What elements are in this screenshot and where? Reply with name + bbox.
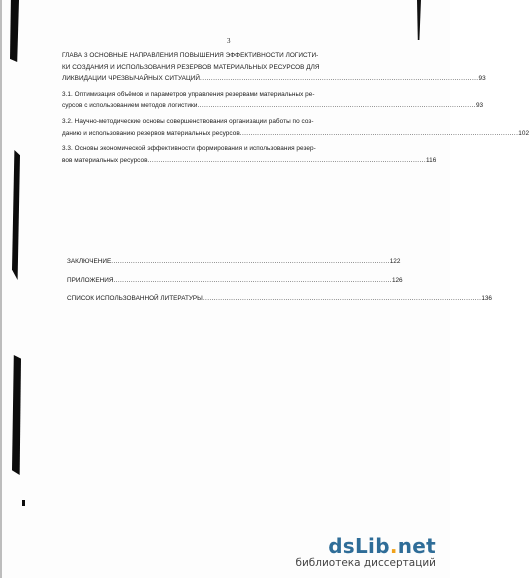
toc-section-3-1 <box>62 89 484 112</box>
toc-page-number: 102 <box>518 129 529 137</box>
section-title-line-1: 3.3. Основы экономической эффективности формирования и использования резер- <box>62 145 316 153</box>
scan-edge-artifact <box>22 500 25 506</box>
section-title-line-1: 3.1. Оптимизация объёмов и параметров управления резервами материальных ре- <box>62 90 315 98</box>
toc-page-number: 116 <box>426 156 437 164</box>
leader-dots: ................................................................................................................................ <box>239 129 519 137</box>
chapter-title-line-3: ЛИКВИДАЦИИ ЧРЕЗВЫЧАЙНЫХ СИТУАЦИЙ <box>62 75 201 83</box>
toc-appendices <box>67 275 403 287</box>
toc-chapter-3 <box>62 50 486 85</box>
leader-dots: ................................................................................................................................ <box>113 276 392 284</box>
dslib-subtitle: библиотека диссертаций <box>295 557 436 569</box>
toc-page-number: 126 <box>391 276 403 284</box>
leader-dots: ................................................................................................................................ <box>202 295 482 303</box>
leader-dots: ................................................................................................................................ <box>197 102 476 110</box>
section-title-line-1: 3.2. Научно-методические основы совершенствования организации работы по соз- <box>62 117 314 125</box>
scan-edge-artifact <box>12 150 20 280</box>
section-title-line-2: сурсов с использованием методов логистики <box>62 102 198 110</box>
section-title-line-2: вов материальных ресурсов <box>62 156 148 164</box>
toc-page-number: 93 <box>475 102 484 110</box>
toc-page-number: 93 <box>478 75 486 83</box>
chapter-title-line-1: ГЛАВА 3 ОСНОВНЫЕ НАПРАВЛЕНИЯ ПОВЫШЕНИЯ ЭФФЕКТИВНОСТИ ЛОГИСТИ- <box>62 52 319 59</box>
toc-references <box>67 293 492 305</box>
scan-edge-artifact <box>417 0 421 40</box>
leader-dots: ................................................................................................................................ <box>111 258 390 265</box>
table-of-contents <box>62 50 529 170</box>
back-matter-label: ЗАКЛЮЧЕНИЕ <box>67 258 112 265</box>
scan-edge-artifact <box>0 0 2 578</box>
toc-conclusion <box>67 256 400 268</box>
back-matter-label: ПРИЛОЖЕНИЯ <box>67 276 114 284</box>
scan-edge-artifact <box>10 0 19 62</box>
leader-dots: ................................................................................................................................ <box>200 75 479 83</box>
toc-section-3-2 <box>62 116 529 139</box>
toc-back-matter <box>67 256 492 312</box>
page-number: 3 <box>227 37 231 45</box>
dslib-logo: dsLib.net <box>328 534 436 558</box>
toc-section-3-3 <box>62 143 437 166</box>
chapter-title-line-2: КИ СОЗДАНИЯ И ИСПОЛЬЗОВАНИЯ РЕЗЕРВОВ МАТЕРИАЛЬНЫХ РЕСУРСОВ ДЛЯ <box>62 63 320 71</box>
toc-page-number: 136 <box>481 295 492 303</box>
scan-edge-artifact <box>12 355 21 475</box>
leader-dots: ................................................................................................................................ <box>147 156 427 164</box>
dslib-watermark <box>295 535 436 570</box>
section-title-line-2: данию и использованию резервов материальных ресурсов <box>62 129 240 137</box>
toc-page-number: 122 <box>389 258 401 265</box>
back-matter-label: СПИСОК ИСПОЛЬЗОВАННОЙ ЛИТЕРАТУРЫ <box>67 295 203 303</box>
